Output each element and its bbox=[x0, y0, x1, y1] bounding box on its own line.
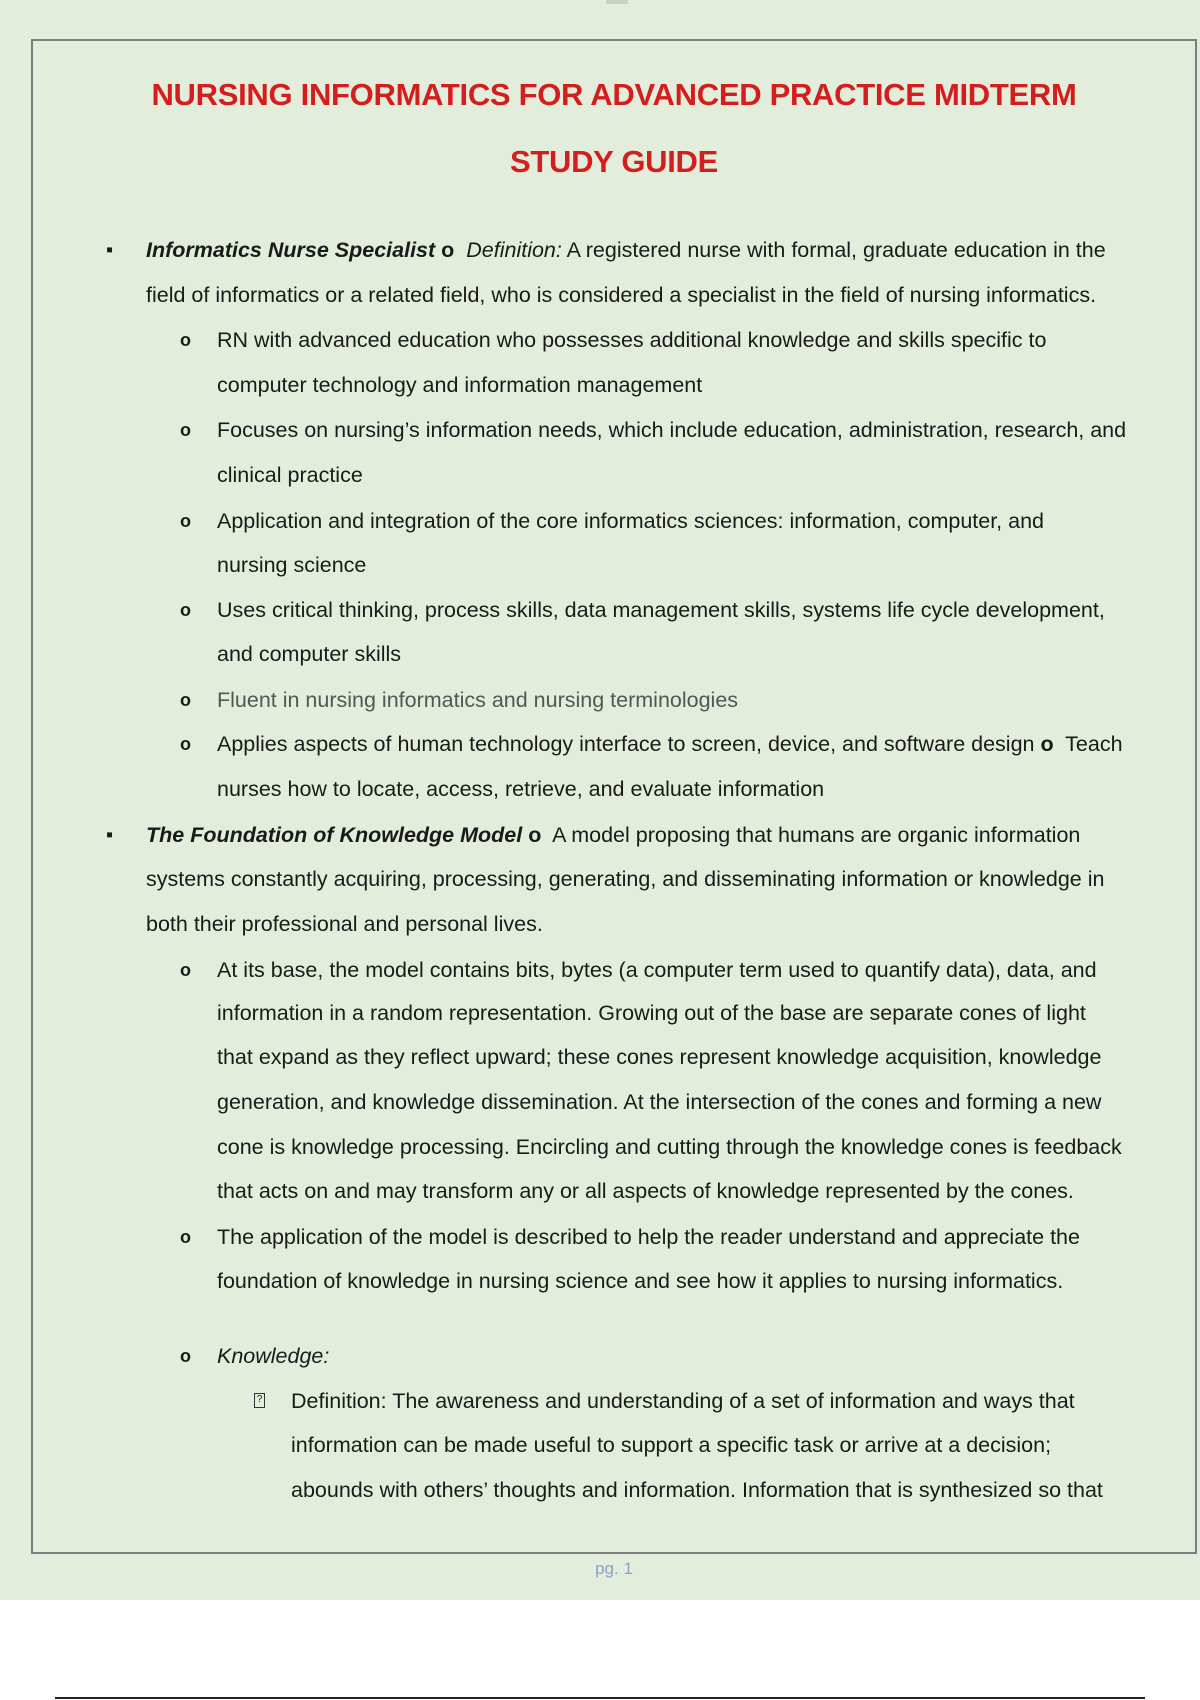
title-line-1: NURSING INFORMATICS FOR ADVANCED PRACTICE MIDTERM bbox=[151, 77, 1077, 112]
list-item-cont: computer technology and information management bbox=[217, 373, 703, 397]
list-item-cont: nursing science bbox=[217, 553, 367, 577]
list-item-cont: clinical practice bbox=[217, 463, 363, 487]
list-item: RN with advanced education who possesses additional knowledge and skills specific to bbox=[217, 328, 1047, 352]
section2-line-2: systems constantly acquiring, processing, generating, and disseminating information or knowledge in bbox=[146, 867, 1105, 891]
list-item-cont: and computer skills bbox=[217, 642, 402, 666]
circle-bullet: o bbox=[1040, 732, 1054, 756]
list-item: Uses critical thinking, process skills, data management skills, systems life cycle development, bbox=[217, 598, 1105, 622]
section1-first-line bbox=[146, 236, 1106, 264]
list-item-text: Applies aspects of human technology interface to screen, device, and software design bbox=[217, 732, 1035, 756]
circle-bullet: o bbox=[180, 420, 191, 440]
square-bullet: ▪ bbox=[106, 824, 114, 846]
circle-bullet: o bbox=[180, 960, 191, 980]
section2-line-3: both their professional and personal lives. bbox=[146, 912, 543, 936]
paragraph-line: generation, and knowledge dissemination. At the intersection of the cones and forming a new bbox=[217, 1090, 1102, 1114]
paragraph-line: that expand as they reflect upward; these cones represent knowledge acquisition, knowledge bbox=[217, 1045, 1102, 1069]
section2-first-line bbox=[146, 821, 1080, 849]
list-item: Focuses on nursing’s information needs, which include education, administration, research, and bbox=[217, 418, 1127, 442]
divider bbox=[55, 1697, 1145, 1699]
list-item bbox=[217, 730, 1123, 758]
page-number: pg. 1 bbox=[595, 1559, 633, 1578]
paragraph-line: that acts on and may transform any or all aspects of knowledge represented by the cones. bbox=[217, 1179, 1074, 1203]
knowledge-definition-line: abounds with others’ thoughts and information. Information that is synthesized so that bbox=[291, 1478, 1103, 1502]
paragraph-line: information in a random representation. Growing out of the base are separate cones of light bbox=[217, 1001, 1086, 1025]
section2-text: A model proposing that humans are organic information bbox=[552, 823, 1081, 847]
circle-bullet: o bbox=[180, 690, 191, 710]
circle-bullet: o bbox=[180, 600, 191, 620]
title-line-2: STUDY GUIDE bbox=[510, 144, 718, 179]
knowledge-definition-line: information can be made useful to support a specific task or arrive at a decision; bbox=[291, 1433, 1052, 1457]
paragraph-line: cone is knowledge processing. Encircling and cutting through the knowledge cones is feedback bbox=[217, 1135, 1122, 1159]
definition-text: A registered nurse with formal, graduate education in the bbox=[561, 238, 1106, 262]
circle-bullet: o bbox=[180, 1346, 191, 1366]
definition-label: Definition: bbox=[466, 238, 562, 262]
circle-bullet: o bbox=[441, 238, 455, 262]
square-bullet: ▪ bbox=[106, 239, 114, 261]
paragraph-line: foundation of knowledge in nursing science and see how it applies to nursing informatics. bbox=[217, 1269, 1064, 1293]
circle-bullet: o bbox=[180, 511, 191, 531]
definition-line-2: field of informatics or a related field, who is considered a specialist in the field of nursing informatics. bbox=[146, 283, 1097, 307]
header-mark bbox=[606, 0, 628, 4]
section2-heading: The Foundation of Knowledge Model bbox=[146, 823, 523, 847]
circle-bullet: o bbox=[180, 330, 191, 350]
circle-bullet: o bbox=[180, 1227, 191, 1247]
knowledge-label: Knowledge: bbox=[217, 1344, 330, 1368]
section1-heading: Informatics Nurse Specialist bbox=[146, 238, 436, 262]
list-item: Fluent in nursing informatics and nursing terminologies bbox=[217, 688, 739, 712]
list-item-cont: nurses how to locate, access, retrieve, and evaluate information bbox=[217, 777, 825, 801]
paragraph-line: At its base, the model contains bits, bytes (a computer term used to quantify data), data, and bbox=[217, 958, 1097, 982]
missing-glyph-icon: ? bbox=[254, 1393, 265, 1408]
circle-bullet: o bbox=[180, 734, 191, 754]
circle-bullet: o bbox=[528, 823, 542, 847]
list-item: Application and integration of the core informatics sciences: information, computer, and bbox=[217, 509, 1045, 533]
paragraph-line: The application of the model is described to help the reader understand and appreciate the bbox=[217, 1225, 1080, 1249]
knowledge-definition-line: Definition: The awareness and understanding of a set of information and ways that bbox=[291, 1389, 1075, 1413]
list-item-text: Teach bbox=[1065, 732, 1123, 756]
